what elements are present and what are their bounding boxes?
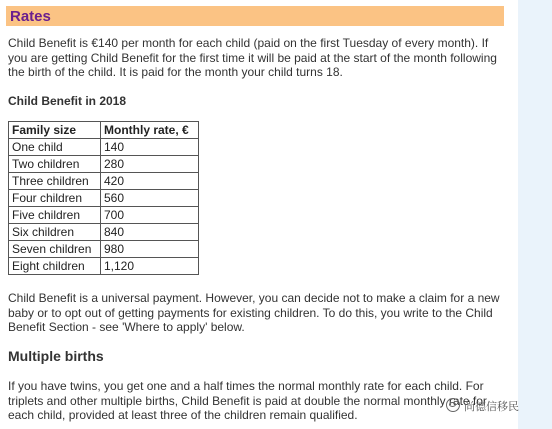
monthly-rate-cell: 140 <box>101 139 199 156</box>
table-row <box>9 139 199 156</box>
table-row <box>9 190 199 207</box>
family-size-cell: Four children <box>9 190 101 207</box>
universal-payment-paragraph: Child Benefit is a universal payment. However, you can decide not to make a claim for a new baby or to opt out of getting payments for existing children. To do this, you write to the Child Benefit Section - see 'Where to apply' below. <box>8 291 500 334</box>
table-row <box>9 224 199 241</box>
monthly-rate-cell: 840 <box>101 224 199 241</box>
family-size-cell: Two children <box>9 156 101 173</box>
monthly-rate-cell: 1,120 <box>101 258 199 275</box>
table-heading: Child Benefit in 2018 <box>8 94 127 108</box>
multiple-births-paragraph: If you have twins, you get one and a half times the normal monthly rate for each child. For triplets and other multiple births, Child Benefit is paid at double the normal monthly rate for each child, provided at least three of the children remain qualified. <box>8 379 487 422</box>
family-size-cell: One child <box>9 139 101 156</box>
right-sidebar-strip <box>518 0 552 429</box>
rates-table <box>8 121 199 275</box>
monthly-rate-cell: 420 <box>101 173 199 190</box>
table-row <box>9 241 199 258</box>
table-row <box>9 258 199 275</box>
table-header-row <box>9 122 199 139</box>
family-size-cell: Five children <box>9 207 101 224</box>
watermark <box>446 396 546 416</box>
monthly-rate-cell: 980 <box>101 241 199 258</box>
rates-heading: Rates <box>10 8 51 25</box>
column-header-family-size: Family size <box>9 122 101 139</box>
monthly-rate-cell: 280 <box>101 156 199 173</box>
table-row <box>9 156 199 173</box>
monthly-rate-cell: 560 <box>101 190 199 207</box>
intro-paragraph: Child Benefit is €140 per month for each child (paid on the first Tuesday of every month). If you are getting Child Benefit for the first time it will be paid at the start of the month following the birth of the child. It is paid for the month your child turns 18. <box>8 36 497 79</box>
table-row <box>9 173 199 190</box>
family-size-cell: Six children <box>9 224 101 241</box>
watermark-label: 尚德信移民 <box>464 401 519 413</box>
family-size-cell: Eight children <box>9 258 101 275</box>
column-header-monthly-rate: Monthly rate, € <box>101 122 199 139</box>
family-size-cell: Three children <box>9 173 101 190</box>
family-size-cell: Seven children <box>9 241 101 258</box>
table-row <box>9 207 199 224</box>
monthly-rate-cell: 700 <box>101 207 199 224</box>
rates-title-bar <box>6 6 504 26</box>
multiple-births-heading: Multiple births <box>8 348 104 364</box>
wechat-icon <box>446 398 460 412</box>
